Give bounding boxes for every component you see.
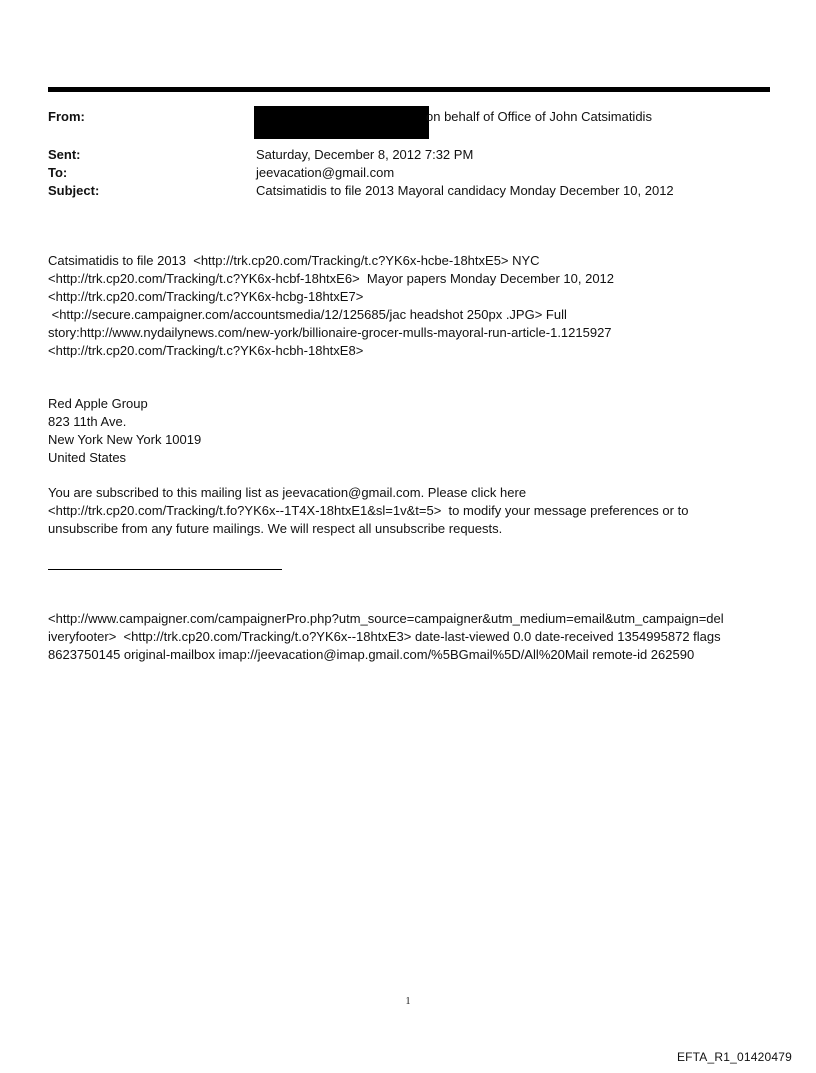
body-line: <http://trk.cp20.com/Tracking/t.c?YK6x-hcbh-18htxE8> — [48, 343, 364, 358]
to-label: To: — [48, 165, 68, 180]
footer-line: <http://www.campaigner.com/campaignerPro.php?utm_source=campaigner&utm_medium=email&utm_campaign=del — [48, 611, 724, 626]
subject-label: Subject: — [48, 183, 100, 198]
page-number: 1 — [405, 996, 411, 1007]
subject-row — [48, 182, 770, 200]
body-line: Catsimatidis to file 2013 <http://trk.cp20.com/Tracking/t.c?YK6x-hcbe-18htxE5> NYC — [48, 253, 540, 268]
from-label: From: — [48, 109, 85, 124]
subscription-line: <http://trk.cp20.com/Tracking/t.fo?YK6x--1T4X-18htxE1&sl=1v&t=5> to modify your message preferences or to — [48, 503, 689, 518]
address-line: 823 11th Ave. — [48, 414, 127, 429]
tracking-footer — [48, 610, 788, 664]
from-value: on behalf of Office of John Catsimatidis — [426, 109, 652, 124]
footer-divider — [48, 569, 282, 570]
footer-line: 8623750145 original-mailbox imap://jeevacation@imap.gmail.com/%5BGmail%5D/All%20Mail remote-id 262590 — [48, 647, 695, 662]
to-row — [48, 164, 770, 182]
sent-row — [48, 146, 770, 164]
announcement-paragraph — [48, 252, 788, 360]
body-line: <http://trk.cp20.com/Tracking/t.c?YK6x-hcbg-18htxE7> — [48, 289, 364, 304]
header-top-rule — [48, 87, 770, 92]
subscription-notice — [48, 484, 788, 538]
to-value: jeevacation@gmail.com — [256, 165, 395, 180]
from-row — [48, 106, 770, 146]
body-line: <http://trk.cp20.com/Tracking/t.c?YK6x-hcbf-18htxE6> Mayor papers Monday December 10, 2012 — [48, 271, 615, 286]
address-line: New York New York 10019 — [48, 432, 202, 447]
footer-line: iveryfooter> <http://trk.cp20.com/Tracking/t.o?YK6x--18htxE3> date-last-viewed 0.0 date-received 1354995872 flags — [48, 629, 721, 644]
subscription-line: You are subscribed to this mailing list as jeevacation@gmail.com. Please click here — [48, 485, 527, 500]
redaction-block — [254, 106, 429, 139]
subscription-line: unsubscribe from any future mailings. We will respect all unsubscribe requests. — [48, 521, 503, 536]
address-line: United States — [48, 450, 127, 465]
sent-value: Saturday, December 8, 2012 7:32 PM — [256, 147, 474, 162]
sender-address — [48, 395, 788, 467]
body-line: <http://secure.campaigner.com/accountsmedia/12/125685/jac headshot 250px .JPG> Full — [48, 307, 567, 322]
subject-value: Catsimatidis to file 2013 Mayoral candidacy Monday December 10, 2012 — [256, 183, 674, 198]
bates-number: EFTA_R1_01420479 — [676, 1050, 792, 1064]
sent-label: Sent: — [48, 147, 81, 162]
body-line: story:http://www.nydailynews.com/new-york/billionaire-grocer-mulls-mayoral-run-article-1.1215927 — [48, 325, 612, 340]
address-line: Red Apple Group — [48, 396, 148, 411]
email-header — [48, 106, 770, 200]
